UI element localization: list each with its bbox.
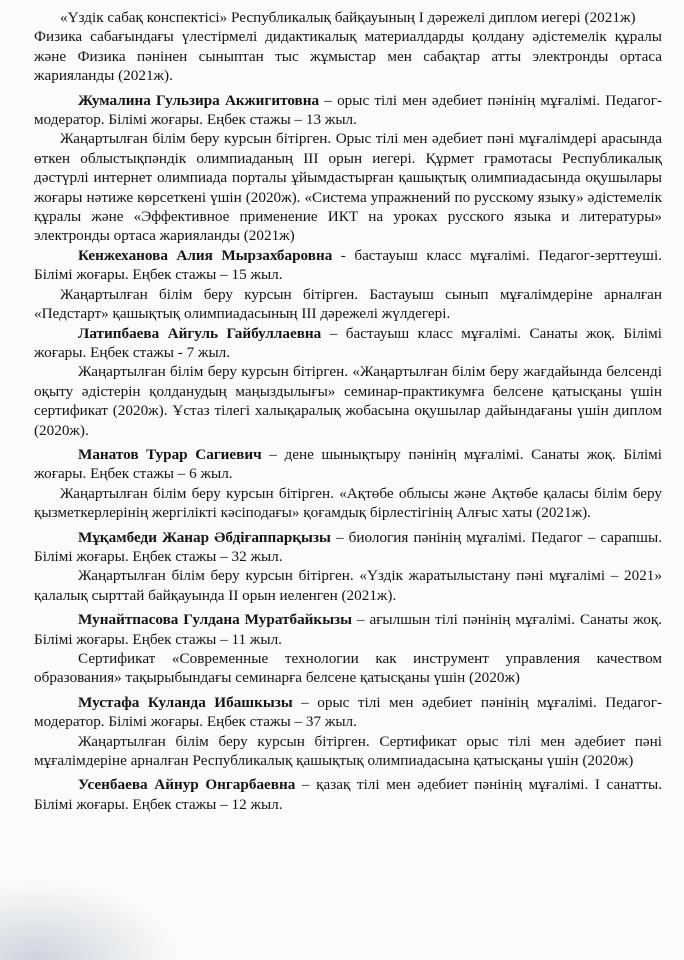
teacher-details: Сертификат «Современные технологии как инструмент управления качеством образования» тақырыбындағы семинарға белсене қатысқаны үшін (2020ж) [34, 650, 662, 687]
intro-publication: Физика сабағындағы үлестірмелі дидактикалық материалдарды қолдану әдістемелік құралы және Физика пәнінен сыныптан тыс жұмыстар мен сабақтар атты электронды ортаса жарияланды (2021ж). [34, 28, 662, 85]
teacher-header [34, 610, 662, 649]
teacher-info: – ағылшын тілі пәнінің мұғалімі. Санаты жоқ. Білімі жоғары. Еңбек стажы – 11 жыл. [34, 611, 662, 648]
teacher-name: Кенжеханова Алия Мырзахбаровна [78, 246, 333, 264]
teacher-header [34, 246, 662, 285]
teacher-name: Усенбаева Айнур Онгарбаевна [78, 776, 296, 794]
teacher-details: Жаңартылған білім беру курсын бітірген. Орыс тілі мен әдебиет пәні мұғалімдері арасында өткен облыстықпәндік олимпиаданың III орын иегері. Құрмет грамотасы Республикалық дәстүрлі интернет олимпиада порталы ұйымдастырған қашықтық олимпиадасында оқушылары жоғары нәтиже көрсеткені үшін (2020ж). «Система упражнений по русскому языку» әдістемелік құралы және «Эффективное применение ИКТ на уроках русского языка и литературы» электронды ортаса жарияланды (2021ж) [34, 130, 662, 245]
teacher-entry [34, 775, 662, 814]
teacher-header [34, 528, 662, 567]
teacher-header [34, 445, 662, 484]
teacher-entry [34, 693, 662, 771]
teacher-entry [34, 610, 662, 688]
teacher-details: Жаңартылған білім беру курсын бітірген. «Үздік жаратылыстану пәні мұғалімі – 2021» қалалық сырттай байқауында II орын иеленген (2021ж). [34, 567, 662, 604]
teacher-name: Мустафа Куланда Ибашкызы [78, 693, 293, 711]
teacher-name: Манатов Турар Сагиевич [78, 445, 262, 463]
teacher-header [34, 324, 662, 363]
teacher-name: Жумалина Гульзира Акжигитовна [78, 91, 320, 109]
scan-smudge [0, 880, 180, 960]
teacher-info: – биология пәнінің мұғалімі. Педагог – сарапшы. Білімі жоғары. Еңбек стажы – 32 жыл. [34, 528, 663, 565]
teacher-info: – орыс тілі мен әдебиет пәнінің мұғалімі. Педагог-модератор. Білімі жоғары. Еңбек стажы – 37 жыл. [34, 693, 663, 731]
teacher-entry [34, 528, 662, 606]
document-page [34, 8, 662, 814]
teacher-name: Латипбаева Айгуль Гайбуллаевна [78, 324, 322, 342]
teacher-details: Жаңартылған білім беру курсын бітірген. Бастауыш сынып мұғалімдеріне арналған «Педстарт» қашықтық олимпиадасының III дәрежелі жүлдегері. [34, 285, 662, 323]
teacher-details: Жаңартылған білім беру курсын бітірген. Сертификат орыс тілі мен әдебиет пәні мұғалімдеріне арналған Республикалық қашықтық олимпиадасына қатысқаны үшін (2020ж) [34, 732, 662, 770]
teacher-info: – бастауыш класс мұғалімі. Санаты жоқ. Білімі жоғары. Еңбек стажы - 7 жыл. [34, 324, 662, 361]
teacher-info: – қазақ тілі мен әдебиет пәнінің мұғалімі. I санатты. Білімі жоғары. Еңбек стажы – 12 жыл. [34, 776, 662, 813]
teacher-header [34, 693, 662, 732]
intro-award: «Үздік сабақ конспектісі» Республикалық байқауының I дәрежелі диплом иегері (2021ж) [60, 9, 636, 26]
teacher-name: Мұқамбеди Жанар Әбдіғаппарқызы [78, 528, 331, 546]
teacher-entry [34, 445, 662, 523]
teacher-entry [34, 324, 662, 440]
teacher-details: Жаңартылған білім беру курсын бітірген. «Ақтөбе облысы және Ақтөбе қаласы білім беру қызметкерлерінің жергілікті кәсіподағы» қоғамдық бірлестігінің Алғыс хаты (2021ж). [34, 484, 662, 522]
teacher-entry [34, 91, 662, 246]
teacher-info: – дене шынықтыру пәнінің мұғалімі. Санаты жоқ. Білімі жоғары. Еңбек стажы – 6 жыл. [34, 445, 662, 483]
teacher-info: – орыс тілі мен әдебиет пәнінің мұғалімі. Педагог-модератор. Білімі жоғары. Еңбек стажы – 13 жыл. [34, 91, 663, 129]
teacher-header [34, 91, 662, 130]
teacher-entry [34, 246, 662, 324]
teacher-header [34, 775, 662, 814]
teacher-info: - бастауыш класс мұғалімі. Педагог-зерттеуші. Білімі жоғары. Еңбек стажы – 15 жыл. [34, 246, 663, 284]
teacher-details: Жаңартылған білім беру курсын бітірген. «Жаңартылған білім беру жағдайында белсенді оқыту әдістерін қолданудың маңыздылығы» семинар-практикумға белсене қатысқаны үшін сертификат (2020ж). Ұстаз тілегі халықаралық жобасына оқушылар дайындағаны үшін диплом (2020ж). [34, 363, 662, 439]
teacher-name: Мунайтпасова Гулдана Муратбайкызы [78, 611, 353, 629]
